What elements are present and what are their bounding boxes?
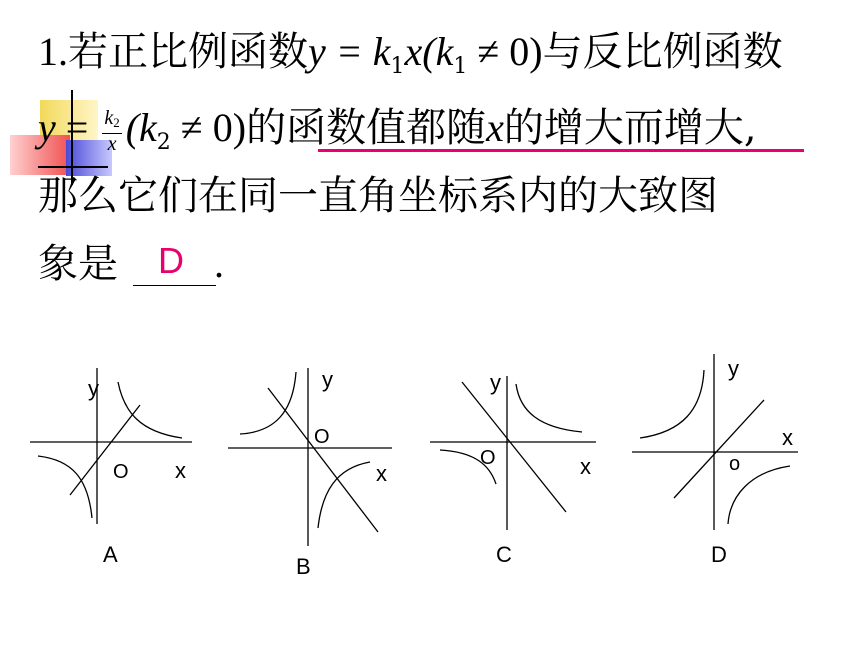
graph-c-line bbox=[462, 382, 566, 512]
graph-b-curve-q4 bbox=[318, 462, 370, 528]
answer-text: D bbox=[158, 240, 184, 281]
graph-a-curve-q1 bbox=[118, 382, 182, 438]
text-segment: 函数值都随 bbox=[286, 105, 487, 151]
math-equals: = bbox=[55, 105, 99, 150]
subscript: 1 bbox=[390, 54, 405, 79]
graph-b bbox=[228, 368, 392, 546]
math-y: y bbox=[38, 105, 56, 150]
graph-b-curve-q2 bbox=[240, 372, 296, 434]
math-x-k: x(k bbox=[404, 29, 454, 74]
math-ne-zero: ≠ 0) bbox=[467, 29, 543, 74]
math-k: (k bbox=[125, 105, 157, 150]
graph-d bbox=[632, 354, 798, 530]
text-segment: 的增大而增大, bbox=[503, 105, 757, 151]
math-y-eq-k: y = k bbox=[308, 29, 391, 74]
period: . bbox=[214, 241, 224, 286]
graph-d-y-label: y bbox=[728, 356, 739, 381]
graph-c-origin-label: O bbox=[480, 447, 496, 469]
text-segment: 的 bbox=[246, 105, 287, 151]
graph-a-origin-label: O bbox=[113, 461, 129, 483]
text-segment: 象是 bbox=[38, 241, 118, 287]
question-number: 1. bbox=[38, 29, 68, 74]
graph-d-curve-q2 bbox=[640, 370, 704, 438]
math-ne-zero: ≠ 0) bbox=[170, 105, 247, 150]
graph-a-x-label: x bbox=[175, 458, 186, 483]
graph-c-option-label: C bbox=[496, 542, 512, 567]
graph-a-curve-q3 bbox=[38, 456, 92, 518]
graph-d-line bbox=[674, 400, 764, 498]
graph-c-y-label: y bbox=[490, 370, 501, 395]
text-segment: 与反比例函数 bbox=[542, 29, 783, 75]
subscript: 2 bbox=[156, 130, 171, 155]
question-line-3: 那么它们在同一直角坐标系内的大致图 bbox=[38, 173, 718, 219]
math-x: x bbox=[486, 105, 504, 150]
graph-b-line bbox=[268, 388, 378, 532]
subscript: 1 bbox=[453, 54, 468, 79]
graph-a bbox=[30, 368, 192, 524]
graph-d-origin-label: o bbox=[729, 453, 741, 475]
graph-b-origin-label: O bbox=[314, 426, 330, 448]
graph-b-y-label: y bbox=[322, 367, 333, 392]
fraction-denominator: x bbox=[107, 133, 117, 155]
graph-b-x-label: x bbox=[376, 461, 387, 486]
graph-b-option-label: B bbox=[296, 554, 311, 579]
graph-a-y-label: y bbox=[88, 376, 99, 401]
graph-c bbox=[430, 376, 596, 530]
graph-d-option-label: D bbox=[711, 542, 727, 567]
graph-c-curve-q1 bbox=[516, 384, 582, 432]
fraction-numerator: $k_2$ bbox=[102, 108, 121, 134]
graph-c-x-label: x bbox=[580, 454, 591, 479]
graph-d-x-label: x bbox=[782, 425, 793, 450]
text-segment: 若正比例函数 bbox=[68, 29, 308, 75]
graph-a-option-label: A bbox=[103, 542, 118, 567]
graph-a-line bbox=[70, 405, 140, 495]
